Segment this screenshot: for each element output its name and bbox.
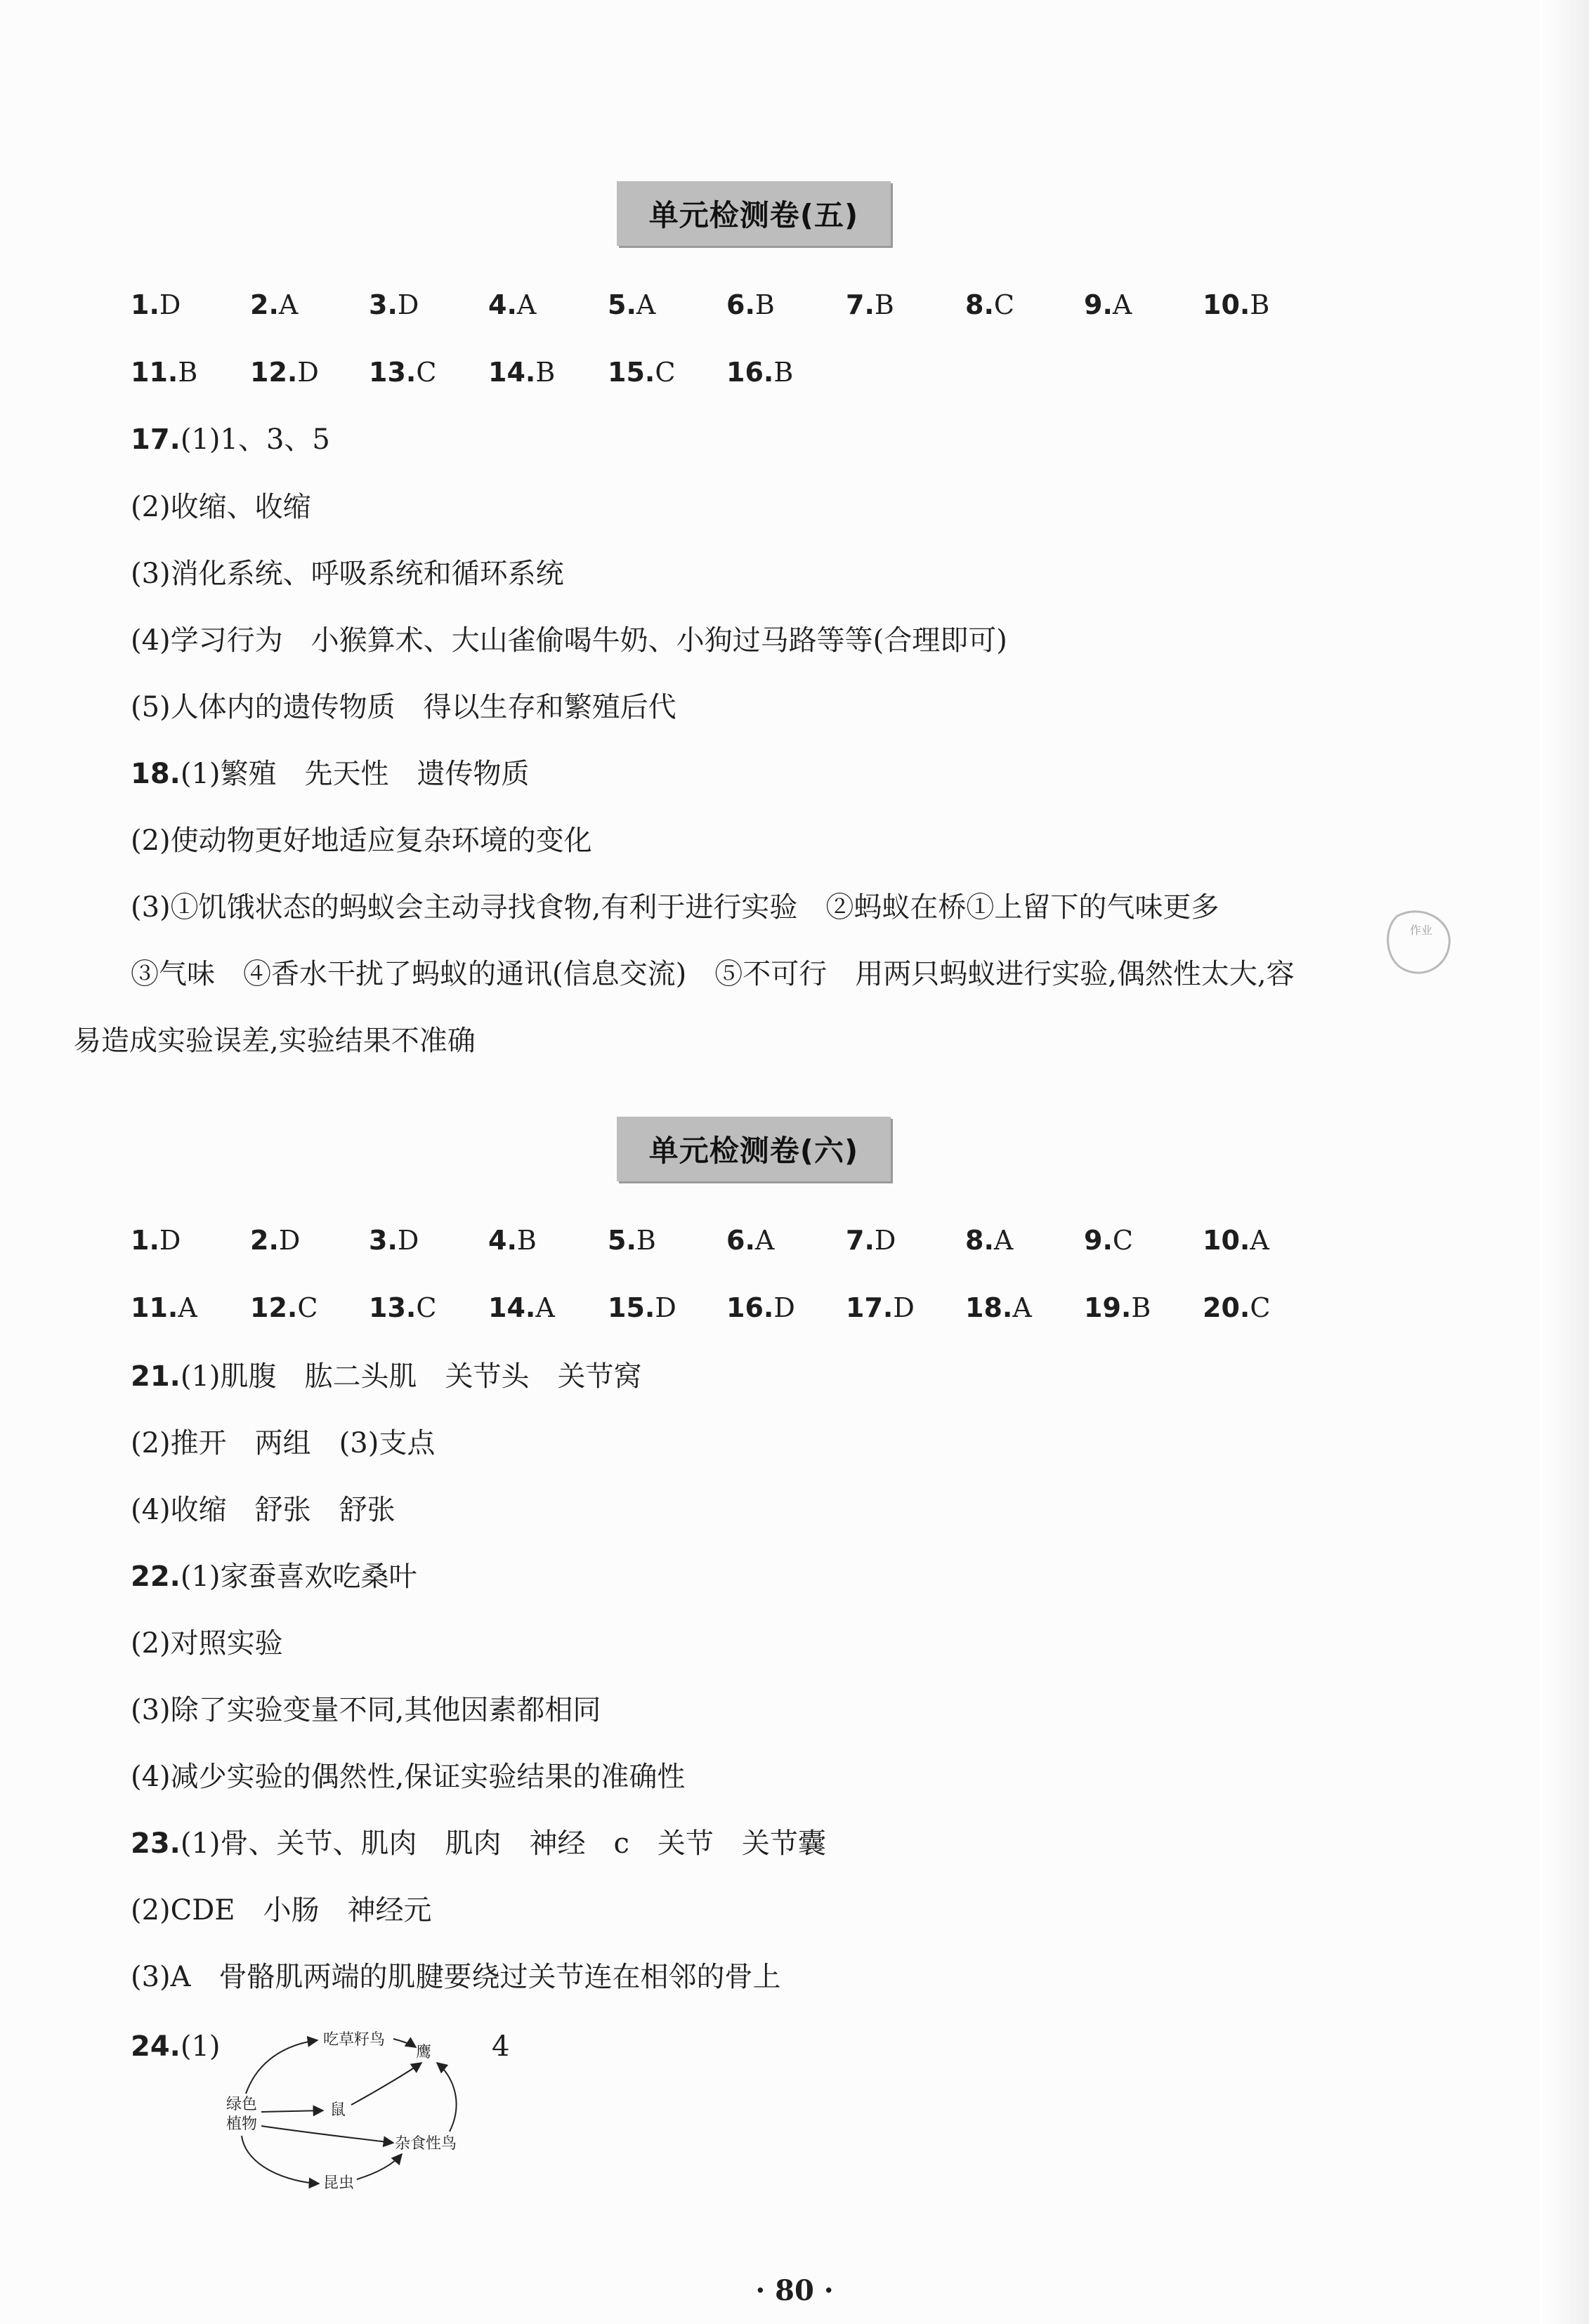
- question-number: 4.: [488, 289, 517, 320]
- q24-count: 4: [492, 2030, 510, 2063]
- q22-line-1: 22.(1)家蚕喜欢吃桑叶: [131, 1561, 417, 1593]
- answer-letter: C: [297, 1292, 318, 1323]
- mc-answer: [369, 357, 436, 388]
- mc-answer: [488, 357, 555, 388]
- node-green-plants-1: 绿色: [226, 2096, 258, 2113]
- mc-answer: [965, 289, 1014, 320]
- answer-letter: D: [159, 1225, 181, 1256]
- arrow-insect-omnibird: [357, 2154, 402, 2179]
- question-number: 1.: [131, 1225, 159, 1256]
- answer-letter: D: [773, 1292, 795, 1323]
- answer-letter: B: [1131, 1292, 1151, 1323]
- question-number: 24.: [131, 2030, 181, 2063]
- q17-line-3: (3)消化系统、呼吸系统和循环系统: [131, 558, 564, 590]
- question-number: 16.: [726, 357, 774, 388]
- mc-answer: [369, 1292, 436, 1323]
- question-number: 7.: [846, 289, 875, 320]
- mc-answer: [250, 1292, 318, 1323]
- question-number: 10.: [1203, 1225, 1250, 1256]
- q22-line-2: (2)对照实验: [131, 1627, 283, 1660]
- question-number: 15.: [608, 357, 655, 388]
- arrow-plant-insect: [242, 2136, 319, 2184]
- question-number: 2.: [250, 289, 279, 320]
- mc-answer: [369, 1225, 419, 1256]
- answer-letter: D: [397, 1225, 419, 1256]
- section-title-6: 单元检测卷(六): [617, 1117, 891, 1181]
- node-mouse: 鼠: [330, 2101, 346, 2119]
- mc-answer: [608, 1225, 656, 1256]
- question-number: 18.: [965, 1292, 1013, 1323]
- q21-line-3: (4)收缩 舒张 舒张: [131, 1494, 395, 1526]
- q18-line-5: 易造成实验误差,实验结果不准确: [73, 1025, 476, 1057]
- mc-answer: [846, 289, 894, 320]
- mc-answer: [369, 289, 419, 320]
- answer-letter: B: [1250, 289, 1270, 320]
- question-number: 12.: [250, 357, 298, 388]
- question-number: 6.: [726, 289, 755, 320]
- answer-letter: D: [278, 1225, 301, 1256]
- question-number: 4.: [488, 1225, 517, 1256]
- question-number: 17.: [131, 424, 181, 456]
- answer-letter: D: [297, 357, 319, 388]
- mc-answer: [131, 1292, 197, 1323]
- answer-letter: C: [655, 357, 676, 388]
- answer-letter: C: [1250, 1292, 1271, 1323]
- q22-line-3: (3)除了实验变量不同,其他因素都相同: [131, 1694, 601, 1726]
- question-number: 14.: [488, 1292, 536, 1323]
- mc-answer: [250, 1225, 300, 1256]
- svg-text:作业: 作业: [1409, 924, 1433, 937]
- mc-answer: [131, 357, 197, 388]
- question-number: 3.: [369, 289, 398, 320]
- question-number: 9.: [1084, 1225, 1113, 1256]
- q23-line-2: (2)CDE 小肠 神经元: [131, 1894, 432, 1926]
- question-number: 16.: [726, 1292, 774, 1323]
- question-number: 10.: [1203, 289, 1250, 320]
- mc-answer: [608, 357, 675, 388]
- mc-answer: [1203, 1225, 1269, 1256]
- q18-line-4: ③气味 ④香水干扰了蚂蚁的通讯(信息交流) ⑤不可行 用两只蚂蚁进行实验,偶然性太大,容: [131, 958, 1295, 990]
- answer-letter: A: [754, 1225, 775, 1256]
- q18-line-2: (2)使动物更好地适应复杂环境的变化: [131, 825, 592, 857]
- answer-letter: C: [416, 1292, 437, 1323]
- arrow-plant-omnibird: [261, 2126, 393, 2143]
- question-number: 7.: [846, 1225, 875, 1256]
- node-insect: 昆虫: [323, 2174, 355, 2192]
- question-number: 23.: [131, 1827, 181, 1860]
- answer-letter: C: [993, 289, 1014, 320]
- q22-line-4: (4)减少实验的偶然性,保证实验结果的准确性: [131, 1761, 686, 1793]
- answer-letter: A: [993, 1225, 1014, 1256]
- answer-letter: D: [159, 289, 181, 320]
- question-number: 11.: [131, 357, 178, 388]
- answer-letter: D: [397, 289, 419, 320]
- mc-answer: [726, 289, 775, 320]
- answer-letter: D: [893, 1292, 915, 1323]
- question-number: 22.: [131, 1561, 181, 1593]
- mc-answer: [250, 357, 319, 388]
- question-number: 11.: [131, 1292, 178, 1323]
- mc-answer: [131, 1225, 181, 1256]
- question-number: 5.: [608, 289, 636, 320]
- answer-letter: B: [178, 357, 198, 388]
- q23-line-1: 23.(1)骨、关节、肌肉 肌肉 神经 c 关节 关节囊: [131, 1827, 826, 1860]
- q23-line-3: (3)A 骨骼肌两端的肌腱要绕过关节连在相邻的骨上: [131, 1961, 781, 1993]
- answer-letter: B: [773, 357, 794, 388]
- answer-letter: B: [754, 289, 775, 320]
- mc-answer: [608, 289, 655, 320]
- question-number: 13.: [369, 1292, 417, 1323]
- q24-line-1: 24.(1): [131, 2030, 221, 2063]
- arrow-mouse-eagle: [351, 2063, 421, 2105]
- q17-line-4: (4)学习行为 小猴算术、大山雀偷喝牛奶、小狗过马路等等(合理即可): [131, 624, 1007, 657]
- mc-answer: [846, 1292, 915, 1323]
- question-number: 12.: [250, 1292, 298, 1323]
- answer-letter: B: [636, 1225, 656, 1256]
- node-seed-bird: 吃草籽鸟: [323, 2031, 386, 2049]
- question-number: 5.: [608, 1225, 636, 1256]
- mc-answer: [608, 1292, 676, 1323]
- page-number: · 80 ·: [755, 2274, 834, 2307]
- question-number: 6.: [726, 1225, 755, 1256]
- q17-line-2: (2)收缩、收缩: [131, 491, 311, 523]
- q18-line-1: 18.(1)繁殖 先天性 遗传物质: [131, 758, 530, 790]
- answer-letter: C: [1112, 1225, 1133, 1256]
- question-number: 17.: [846, 1292, 894, 1323]
- q21-line-2: (2)推开 两组 (3)支点: [131, 1427, 436, 1459]
- mc-answer: [1084, 289, 1132, 320]
- mc-answer: [846, 1225, 896, 1256]
- question-number: 13.: [369, 357, 417, 388]
- mc-answer: [726, 357, 793, 388]
- question-number: 20.: [1203, 1292, 1250, 1323]
- question-number: 15.: [608, 1292, 655, 1323]
- mc-answer: [1084, 1225, 1133, 1256]
- mc-answer: [965, 1225, 1013, 1256]
- answer-letter: A: [1112, 289, 1132, 320]
- answer-letter: A: [636, 289, 656, 320]
- question-number: 3.: [369, 1225, 398, 1256]
- q17-line-1: 17.(1)1、3、5: [131, 424, 330, 456]
- question-number: 9.: [1084, 289, 1113, 320]
- mc-answer: [488, 1292, 555, 1323]
- node-omnivorous-bird: 杂食性鸟: [395, 2135, 457, 2153]
- answer-letter: C: [416, 357, 437, 388]
- q17-line-5: (5)人体内的遗传物质 得以生存和繁殖后代: [131, 691, 676, 723]
- node-eagle: 鹰: [416, 2044, 432, 2061]
- mc-answer: [726, 1225, 774, 1256]
- answer-letter: B: [535, 357, 556, 388]
- question-number: 2.: [250, 1225, 279, 1256]
- question-number: 21.: [131, 1360, 181, 1393]
- q21-line-1: 21.(1)肌腹 肱二头肌 关节头 关节窝: [131, 1360, 642, 1393]
- mc-answer: [250, 289, 298, 320]
- section-title-5: 单元检测卷(五): [617, 181, 891, 246]
- answer-letter: A: [178, 1292, 197, 1323]
- mc-answer: [965, 1292, 1032, 1323]
- mc-answer: [488, 289, 536, 320]
- homework-stamp: [1382, 906, 1460, 983]
- food-web-diagram: [218, 2026, 499, 2195]
- answer-letter: D: [874, 1225, 896, 1256]
- arrow-omnibird-eagle: [437, 2063, 457, 2132]
- page-edge-shadow: [1540, 0, 1589, 2324]
- question-number: 14.: [488, 357, 536, 388]
- answer-letter: B: [874, 289, 894, 320]
- question-number: 19.: [1084, 1292, 1132, 1323]
- answer-letter: A: [1012, 1292, 1032, 1323]
- question-number: 18.: [131, 758, 181, 790]
- arrow-plant-seedbird: [246, 2040, 318, 2094]
- answer-letter: A: [278, 289, 299, 320]
- question-number: 8.: [965, 1225, 994, 1256]
- answer-letter: A: [535, 1292, 555, 1323]
- mc-answer: [131, 289, 181, 320]
- answer-letter: A: [516, 289, 537, 320]
- answer-letter: B: [516, 1225, 537, 1256]
- mc-answer: [726, 1292, 795, 1323]
- mc-answer: [1203, 1292, 1270, 1323]
- question-number: 1.: [131, 289, 159, 320]
- mc-answer: [1203, 289, 1269, 320]
- arrow-plant-mouse: [261, 2110, 323, 2112]
- question-number: 8.: [965, 289, 994, 320]
- mc-answer: [488, 1225, 537, 1256]
- arrow-seedbird-eagle: [393, 2039, 416, 2047]
- answer-letter: A: [1250, 1225, 1269, 1256]
- node-green-plants-2: 植物: [226, 2115, 258, 2133]
- answer-letter: D: [655, 1292, 676, 1323]
- q18-line-3: (3)①饥饿状态的蚂蚁会主动寻找食物,有利于进行实验 ②蚂蚁在桥①上留下的气味更多: [131, 891, 1219, 924]
- mc-answer: [1084, 1292, 1151, 1323]
